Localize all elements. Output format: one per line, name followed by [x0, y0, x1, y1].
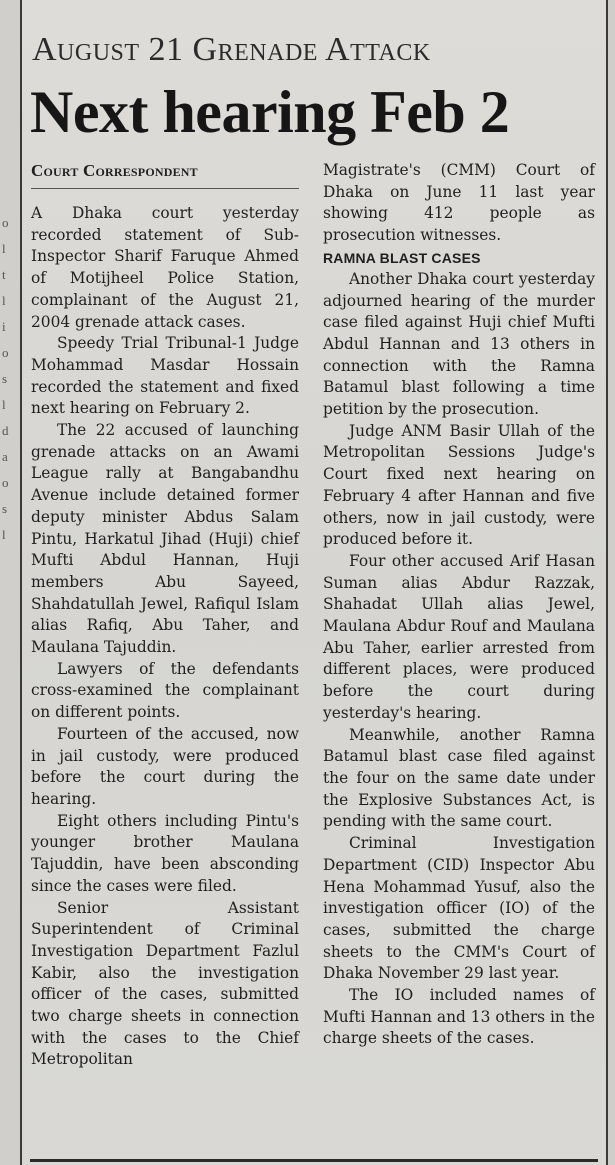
- section-subhead: RAMNA BLAST CASES: [323, 249, 481, 266]
- margin-fragment: o: [2, 475, 9, 490]
- paragraph: Lawyers of the defendants cross-examined the complainant on different points.: [31, 659, 299, 722]
- paragraph: Speedy Trial Tribunal-1 Judge Mohammad Masdar Hossain recorded the statement and fixed next hearing on February 2.: [31, 334, 299, 418]
- margin-fragment: l: [2, 397, 6, 412]
- margin-fragment: a: [2, 449, 8, 464]
- article-column-left: [31, 160, 299, 1071]
- paragraph: Another Dhaka court yesterday adjourned hearing of the murder case filed against Huji chief Mufti Abdul Hannan and 13 others in connection with the Ramna Batamul blast following a time petition by the prosecution.: [323, 269, 595, 419]
- margin-fragment: s: [2, 501, 8, 516]
- bottom-rule: [30, 1159, 598, 1162]
- paragraph-continuation: Magistrate's (CMM) Court of Dhaka on June 11 last year showing 412 people as prosecution witnesses.: [323, 161, 595, 245]
- margin-fragment: l: [2, 527, 6, 542]
- column-rule-left: [20, 0, 22, 1165]
- paragraph: A Dhaka court yesterday recorded statement of Sub-Inspector Sharif Faruque Ahmed of Motijheel Police Station, complainant of the August 21, 2004 grenade attack cases.: [31, 204, 299, 331]
- byline: Court Correspondent: [31, 160, 299, 189]
- adjacent-column-fragments: [2, 210, 16, 548]
- adjacent-column-edge: [0, 0, 20, 1165]
- margin-fragment: o: [2, 345, 9, 360]
- margin-fragment: d: [2, 423, 9, 438]
- paragraph: Eight others including Pintu's younger brother Maulana Tajuddin, have been absconding since the cases were filed.: [31, 811, 299, 895]
- paragraph: Meanwhile, another Ramna Batamul blast case filed against the four on the same date under the Explosive Substances Act, is pending with the same court.: [323, 725, 595, 831]
- paragraph: The IO included names of Mufti Hannan and 13 others in the charge sheets of the cases.: [323, 986, 595, 1048]
- margin-fragment: s: [2, 371, 8, 386]
- paragraph: Judge ANM Basir Ullah of the Metropolitan Sessions Judge's Court fixed next hearing on February 4 after Hannan and five others, now in jail custody, were produced before it.: [323, 421, 595, 549]
- article-headline: Next hearing Feb 2: [30, 79, 510, 145]
- paragraph: Fourteen of the accused, now in jail custody, were produced before the court during the hearing.: [31, 724, 299, 808]
- article-kicker: August 21 Grenade Attack: [32, 31, 431, 68]
- right-margin: [608, 0, 615, 1165]
- margin-fragment: i: [2, 319, 6, 334]
- margin-fragment: o: [2, 215, 9, 230]
- paragraph: Criminal Investigation Department (CID) Inspector Abu Hena Mohammad Yusuf, also the investigation officer (IO) of the cases, submitted the charge sheets to the CMM's Court of Dhaka November 29 last year.: [323, 834, 595, 983]
- article-column-right: [323, 160, 595, 1050]
- paragraph: Senior Assistant Superintendent of Criminal Investigation Department Fazlul Kabir, also the investigation officer of the cases, submitted two charge sheets in connection with the cases to the Chief Metropolitan: [31, 898, 299, 1069]
- margin-fragment: l: [2, 241, 6, 256]
- margin-fragment: l: [2, 293, 6, 308]
- paragraph: Four other accused Arif Hasan Suman alias Abdur Razzak, Shahadat Ullah alias Jewel, Maulana Abdur Rouf and Maulana Abu Taher, earlier arrested from different places, were produced before the court during yesterday's hearing.: [323, 551, 595, 722]
- margin-fragment: t: [2, 267, 6, 282]
- paragraph: The 22 accused of launching grenade attacks on an Awami League rally at Bangabandhu Avenue include detained former deputy minister Abdus Salam Pintu, Harkatul Jihad (Huji) chief Mufti Abdul Hannan, Huji members Abu Sayeed, Shahdatullah Jewel, Rafiqul Islam alias Rafiq, Abu Taher, and Maulana Tajuddin.: [31, 421, 299, 657]
